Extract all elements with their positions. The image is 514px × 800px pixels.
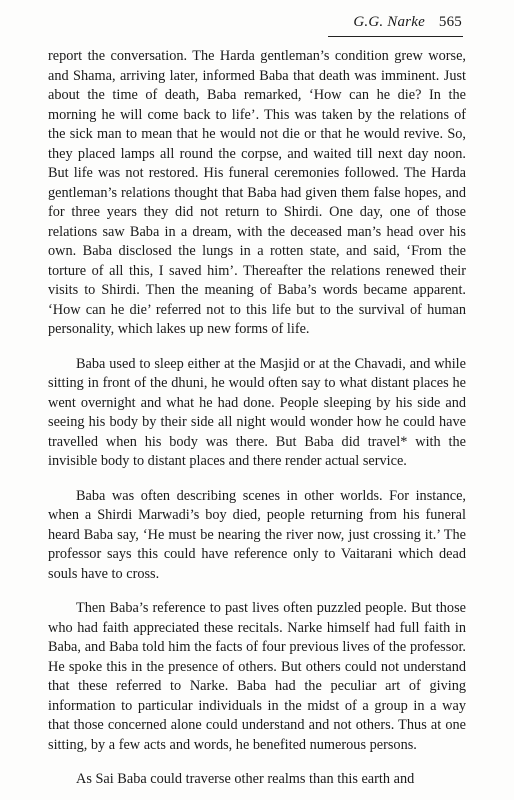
header-rule	[328, 36, 463, 37]
paragraph-continuation: report the conversation. The Harda gentleman’s condition grew worse, and Shama, arriving later, informed Baba that death was imminent. Just about the time of death, Baba remarked, ‘How can he die? In the morning he will come back to life’. This was taken by the relations of the sick man to mean that he would not die or that he would revive. So, they placed lamps all round the corpse, and waited till next day noon. But life was not restored. His funeral ceremonies followed. The Harda gentleman’s relations thought that Baba had given them false hopes, and for three years they did not return to Shirdi. One day, one of those relations saw Baba in a dream, with the deceased man’s head over his own. Baba disclosed the lungs in a rotten state, and said, ‘From the torture of all this, I saved him’. Thereafter the relations renewed their visits to Shirdi. Then the meaning of Baba’s words became apparent. ‘How can he die’ referred not to this life but to the survival of human personality, which lakes up new forms of life.	[48, 48, 466, 337]
paragraph-other-worlds: Baba was often describing scenes in other worlds. For instance, when a Shirdi Marwadi’s boy died, people returning from his funeral heard Baba say, ‘He must be nearing the river now, just crossing it.’ The professor says this could have reference only to Vaitarani which dead souls have to cross.	[48, 487, 466, 582]
paragraph-baba-travel: Baba used to sleep either at the Masjid or at the Chavadi, and while sitting in front of the dhuni, he would often say to what distant places he went overnight and what he had done. People sleeping by his side and seeing his body by their side all night would wonder how he could have travelled when his body was there. But Baba did travel* with the invisible body to distant places and there render actual service.	[48, 355, 466, 469]
running-head-author: G.G. Narke	[353, 14, 425, 30]
paragraph-past-lives: Then Baba’s reference to past lives often puzzled people. But those who had faith appreciated these recitals. Narke himself had full faith in Baba, and Baba told him the facts of four previous lives of the professor. He spoke this in the presence of others. But others could not understand that these referred to Narke. Baba had the peculiar art of giving information to particular individuals in the midst of a group in a way that those concerned alone could understand and not others. Thus at one sitting, by a few acts and words, he benefited numerous persons.	[48, 600, 466, 753]
running-head	[353, 14, 462, 31]
page-number: 565	[438, 14, 462, 30]
body-text	[48, 47, 466, 790]
paragraph-other-realms: As Sai Baba could traverse other realms than this earth and	[76, 771, 415, 787]
